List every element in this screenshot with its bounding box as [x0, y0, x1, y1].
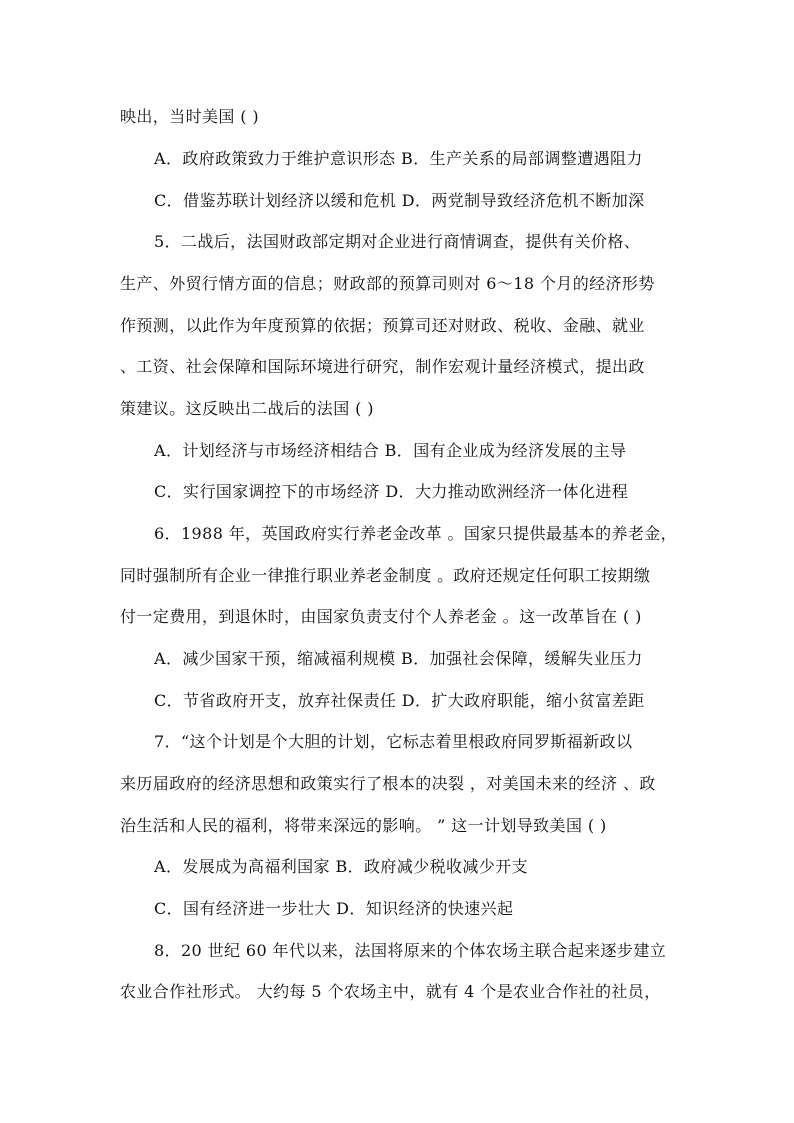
text-line: 策建议。这反映出二战后的法国 ( )	[120, 399, 374, 418]
question-line: 8．20 世纪 60 年代以来，法国将原来的个体农场主联合起来逐步建立	[154, 941, 667, 960]
text-line: 同时强制所有企业一律推行职业养老金制度 。政府还规定任何职工按期缴	[120, 566, 651, 585]
option-line: C．实行国家调控下的市场经济 D．大力推动欧洲经济一体化进程	[154, 482, 629, 501]
option-line: C．节省政府开支，放弃社保责任 D．扩大政府职能，缩小贫富差距	[154, 691, 645, 710]
text-line: 来历届政府的经济思想和政策实行了根本的决裂 ，对美国未来的经济 、政	[120, 774, 656, 793]
option-line: A．计划经济与市场经济相结合 B．国有企业成为经济发展的主导	[154, 441, 627, 460]
text-line: 付一定费用，到退休时，由国家负责支付个人养老金 。这一改革旨在 ( )	[120, 607, 642, 626]
text-line: 映出，当时美国 ( )	[120, 107, 260, 126]
question-line: 6．1988 年，英国政府实行养老金改革 。国家只提供最基本的养老金，	[154, 524, 678, 543]
option-line: A．政府政策致力于维护意识形态 B．生产关系的局部调整遭遇阻力	[154, 149, 643, 168]
text-line: 治生活和人民的福利，将带来深远的影响。 ” 这一计划导致美国 ( )	[120, 816, 607, 835]
question-line: 5．二战后，法国财政部定期对企业进行商情调查，提供有关价格、	[154, 232, 641, 251]
option-line: C．国有经济进一步壮大 D．知识经济的快速兴起	[154, 899, 514, 918]
option-line: C．借鉴苏联计划经济以缓和危机 D．两党制导致经济危机不断加深	[154, 191, 645, 210]
text-line: 农业合作社形式。 大约每 5 个农场主中，就有 4 个是农业合作社的社员，	[120, 982, 661, 1001]
question-line: 7．“这个计划是个大胆的计划，它标志着里根政府同罗斯福新政以	[154, 732, 633, 751]
option-line: A．减少国家干预，缩减福利规模 B．加强社会保障，缓解失业压力	[154, 649, 643, 668]
text-line: 生产、外贸行情方面的信息；财政部的预算司则对 6～18 个月的经济形势	[120, 274, 655, 293]
text-line: 、工资、社会保障和国际环境进行研究，制作宏观计量经济模式，提出政	[120, 357, 645, 376]
text-line: 作预测，以此作为年度预算的依据；预算司还对财政、税收、金融、就业	[120, 316, 645, 335]
option-line: A．发展成为高福利国家 B．政府减少税收减少开支	[154, 857, 528, 876]
